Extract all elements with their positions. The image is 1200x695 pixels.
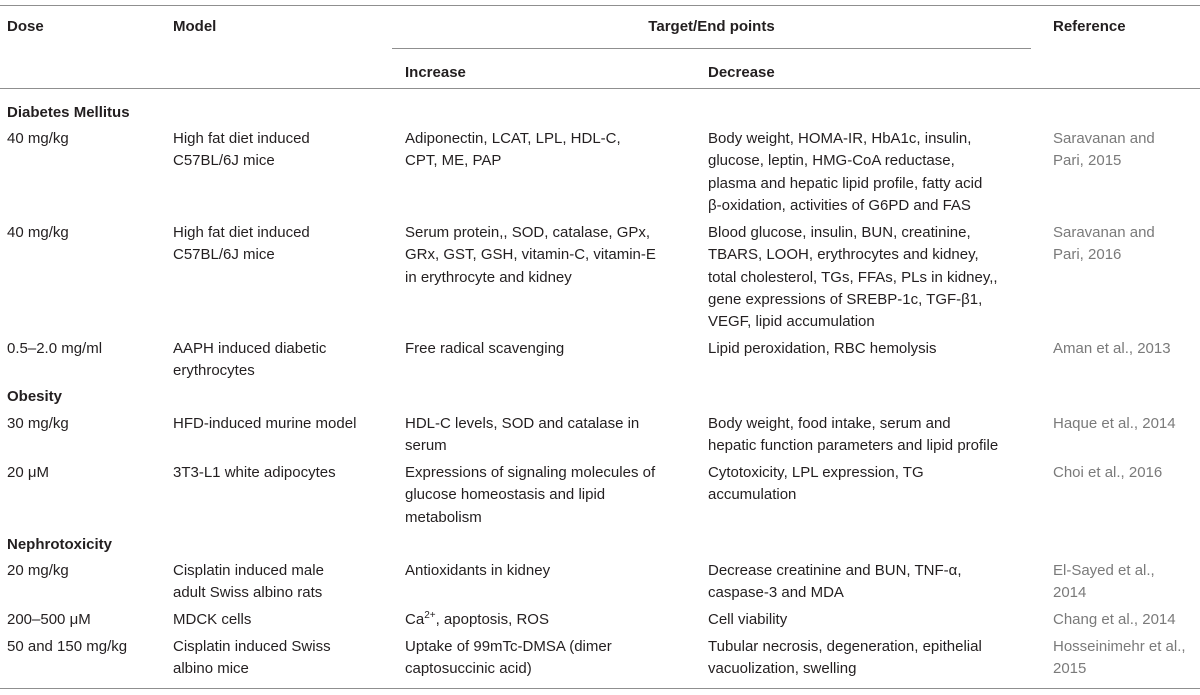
cell-dose: 50 and 150 mg/kg [7,638,128,655]
cell-dose: 30 mg/kg [7,415,69,432]
cell-reference: Haque et al., 2014 [1053,415,1176,432]
header-dose: Dose [7,18,44,35]
section-obesity: Obesity [7,388,63,405]
cell-reference: Aman et al., 2013 [1053,340,1171,357]
header-model: Model [173,18,217,35]
cell-decrease: Cytotoxicity, LPL expression, TG accumulation [708,464,924,504]
cell-decrease: Blood glucose, insulin, BUN, creatinine, TBARS, LOOH, erythrocytes and kidney, total cholesterol, TGs, FFAs, PLs in kidney,, gene expressions of SREBP-1c, TGF-β1, VEGF, lipid accumulation [708,224,998,331]
cell-reference: Saravanan and Pari, 2015 [1053,130,1155,170]
cell-dose: 20 μM [7,464,49,481]
cell-model: 3T3-L1 white adipocytes [173,464,336,481]
cell-model: HFD-induced murine model [173,415,357,432]
cell-increase: Antioxidants in kidney [405,562,551,579]
header-decrease: Decrease [708,64,775,81]
header-span-rule [392,48,1031,49]
cell-reference: Chang et al., 2014 [1053,611,1176,628]
increase-text-rest: , apoptosis, ROS [435,611,549,628]
cell-model: MDCK cells [173,611,252,628]
cell-dose: 0.5–2.0 mg/ml [7,340,103,357]
cell-decrease: Lipid peroxidation, RBC hemolysis [708,340,937,357]
cell-reference: El-Sayed et al., 2014 [1053,562,1155,602]
cell-model: AAPH induced diabetic erythrocytes [173,340,327,380]
cell-decrease: Body weight, food intake, serum and hepatic function parameters and lipid profile [708,415,999,455]
cell-model: Cisplatin induced Swiss albino mice [173,638,331,678]
cell-model: Cisplatin induced male adult Swiss albino rats [173,562,324,602]
cell-decrease: Body weight, HOMA-IR, HbA1c, insulin, glucose, leptin, HMG-CoA reductase, plasma and hepatic lipid profile, fatty acid β-oxidation, activities of G6PD and FAS [708,130,983,214]
cell-dose: 40 mg/kg [7,224,69,241]
cell-dose: 40 mg/kg [7,130,69,147]
cell-reference: Hosseinimehr et al., 2015 [1053,638,1186,678]
table-bottom-rule [0,688,1200,689]
section-diabetes: Diabetes Mellitus [7,104,130,121]
header-target: Target/End points [648,18,775,35]
cell-increase: Adiponectin, LCAT, LPL, HDL-C, CPT, ME, PAP [405,130,621,170]
table-top-rule [0,5,1200,6]
cell-increase: Serum protein,, SOD, catalase, GPx, GRx, GST, GSH, vitamin-C, vitamin-E in erythrocyte and kidney [405,224,656,286]
cell-decrease: Cell viability [708,611,788,628]
cell-increase: Free radical scavenging [405,340,565,357]
increase-superscript: 2+ [424,610,436,621]
cell-increase [405,609,695,631]
section-nephrotoxicity: Nephrotoxicity [7,536,113,553]
cell-reference: Choi et al., 2016 [1053,464,1163,481]
header-bottom-rule [0,88,1200,89]
cell-increase: HDL-C levels, SOD and catalase in serum [405,415,640,455]
cell-reference: Saravanan and Pari, 2016 [1053,224,1155,264]
cell-decrease: Decrease creatinine and BUN, TNF-α, caspase-3 and MDA [708,562,962,602]
cell-decrease: Tubular necrosis, degeneration, epithelial vacuolization, swelling [708,638,982,678]
cell-model: High fat diet induced C57BL/6J mice [173,130,310,170]
cell-model: High fat diet induced C57BL/6J mice [173,224,310,264]
cell-dose: 200–500 μM [7,611,91,628]
cell-increase: Expressions of signaling molecules of glucose homeostasis and lipid metabolism [405,464,656,526]
cell-increase: Uptake of 99mTc-DMSA (dimer captosuccinic acid) [405,638,612,678]
header-reference: Reference [1053,18,1126,35]
increase-text-ca: Ca [405,611,425,628]
cell-dose: 20 mg/kg [7,562,69,579]
header-increase: Increase [405,64,466,81]
